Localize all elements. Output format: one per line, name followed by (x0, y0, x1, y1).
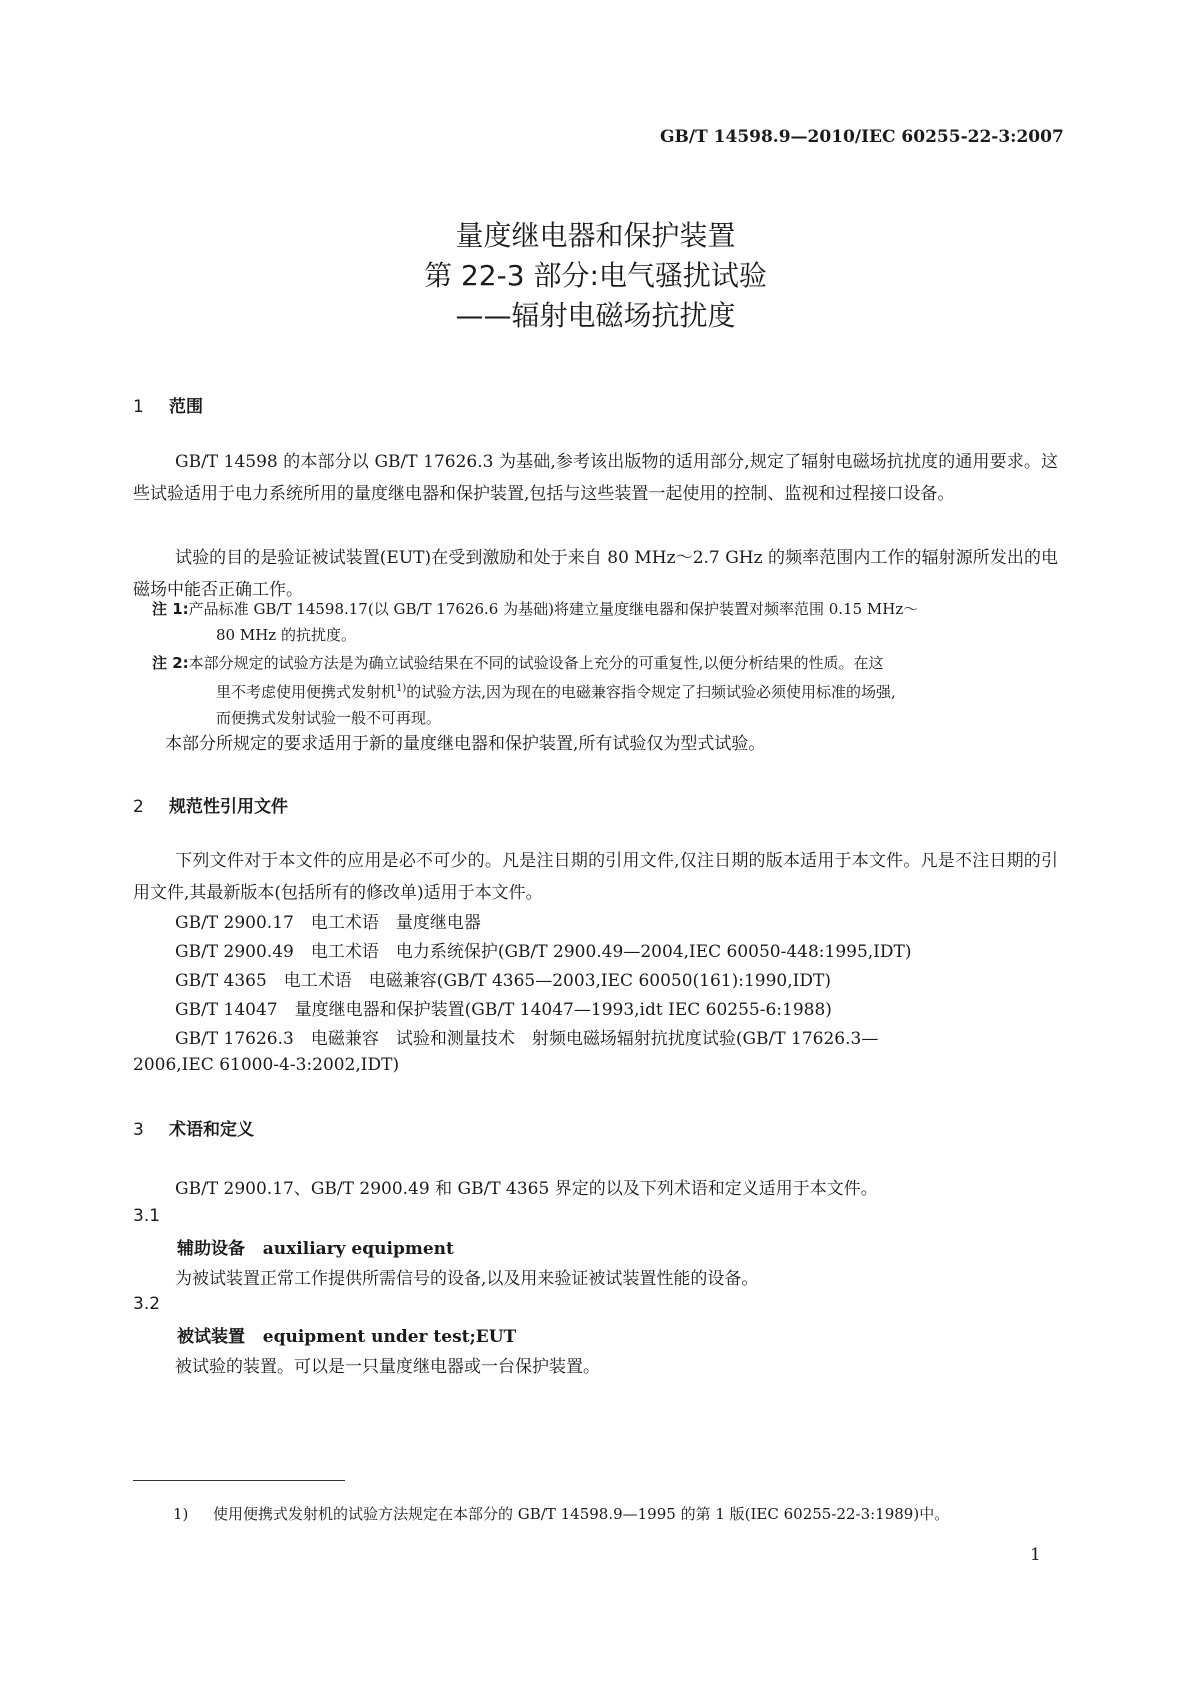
note-text: 而便携式发射试验一般不可再现。 (216, 709, 442, 727)
term-entry (177, 1234, 454, 1259)
reference-item: GB/T 2900.17 电工术语 量度继电器 (175, 913, 481, 933)
section-1-heading (133, 392, 203, 417)
reference-item-continued: 2006,IEC 61000-4-3:2002,IDT) (133, 1055, 400, 1075)
standard-number-header: GB/T 14598.9—2010/IEC 60255-22-3:2007 (660, 127, 1064, 147)
section-number: 2 (133, 797, 144, 817)
note-text: 的试验方法,因为现在的电磁兼容指令规定了扫频试验必须使用标准的场强, (406, 683, 896, 701)
paragraph: GB/T 2900.17、GB/T 2900.49 和 GB/T 4365 界定的以及下列术语和定义适用于本文件。 (175, 1179, 878, 1199)
footnote (173, 1503, 949, 1524)
note-1 (152, 596, 1062, 648)
section-title: 规范性引用文件 (169, 797, 288, 817)
section-2-heading (133, 792, 288, 817)
footnote-text: 使用便携式发射机的试验方法规定在本部分的 GB/T 14598.9—1995 的第 1 版(IEC 60255-22-3:1989)中。 (213, 1505, 950, 1523)
title-line-1: 量度继电器和保护装置 (455, 219, 736, 252)
section-title: 术语和定义 (169, 1120, 254, 1140)
note-text: 80 MHz 的抗扰度。 (216, 626, 356, 644)
page-number: 1 (1030, 1545, 1041, 1565)
note-text: 产品标准 GB/T 14598.17(以 GB/T 17626.6 为基础)将建立量度继电器和保护装置对频率范围 0.15 MHz～ (188, 600, 919, 618)
section-number: 3 (133, 1120, 144, 1140)
term-entry (177, 1322, 516, 1347)
section-number: 1 (133, 397, 144, 417)
term-number: 3.2 (133, 1294, 161, 1314)
reference-item: GB/T 14047 量度继电器和保护装置(GB/T 14047—1993,idt IEC 60255-6:1988) (175, 1000, 832, 1020)
footnote-divider (133, 1480, 345, 1481)
paragraph (133, 446, 1058, 510)
note-text: 里不考虑使用便携式发射机 (216, 683, 397, 701)
section-3-heading (133, 1115, 254, 1140)
title-line-3: ——辐射电磁场抗扰度 (455, 299, 736, 332)
reference-item: GB/T 2900.49 电工术语 电力系统保护(GB/T 2900.49—2004,IEC 60050-448:1995,IDT) (175, 942, 912, 962)
title-line-2: 第 22-3 部分:电气骚扰试验 (424, 259, 767, 292)
term-english: equipment under test;EUT (262, 1327, 517, 1347)
note-label: 注 1: (152, 600, 189, 618)
paragraph (133, 845, 1058, 909)
note-2 (152, 650, 1062, 731)
term-chinese: 辅助设备 (177, 1239, 245, 1259)
term-definition: 被试验的装置。可以是一只量度继电器或一台保护装置。 (175, 1357, 600, 1377)
footnote-ref: 1) (396, 683, 407, 694)
note-text: 本部分规定的试验方法是为确立试验结果在不同的试验设备上充分的可重复性,以便分析结果的性质。在这 (188, 654, 884, 672)
paragraph (133, 728, 1058, 760)
term-number: 3.1 (133, 1206, 161, 1226)
reference-item: GB/T 17626.3 电磁兼容 试验和测量技术 射频电磁场辐射抗扰度试验(GB/T 17626.3— (175, 1029, 879, 1049)
note-label: 注 2: (152, 654, 189, 672)
paragraph-text: 下列文件对于本文件的应用是必不可少的。凡是注日期的引用文件,仅注日期的版本适用于本文件。凡是不注日期的引用文件,其最新版本(包括所有的修改单)适用于本文件。 (133, 851, 1058, 903)
paragraph-text: GB/T 14598 的本部分以 GB/T 17626.3 为基础,参考该出版物的适用部分,规定了辐射电磁场抗扰度的通用要求。这些试验适用于电力系统所用的量度继电器和保护装置,包括与这些装置一起使用的控制、监视和过程接口设备。 (133, 452, 1058, 504)
footnote-number: 1) (173, 1505, 189, 1523)
paragraph-text: 试验的目的是验证被试装置(EUT)在受到激励和处于来自 80 MHz～2.7 GHz 的频率范围内工作的辐射源所发出的电磁场中能否正确工作。 (133, 548, 1058, 600)
term-chinese: 被试装置 (177, 1327, 245, 1347)
reference-item: GB/T 4365 电工术语 电磁兼容(GB/T 4365—2003,IEC 60050(161):1990,IDT) (175, 971, 831, 991)
term-definition: 为被试装置正常工作提供所需信号的设备,以及用来验证被试装置性能的设备。 (175, 1269, 759, 1289)
paragraph-text: 本部分所规定的要求适用于新的量度继电器和保护装置,所有试验仅为型式试验。 (165, 734, 766, 754)
term-english: auxiliary equipment (262, 1239, 454, 1259)
section-title: 范围 (169, 397, 203, 417)
